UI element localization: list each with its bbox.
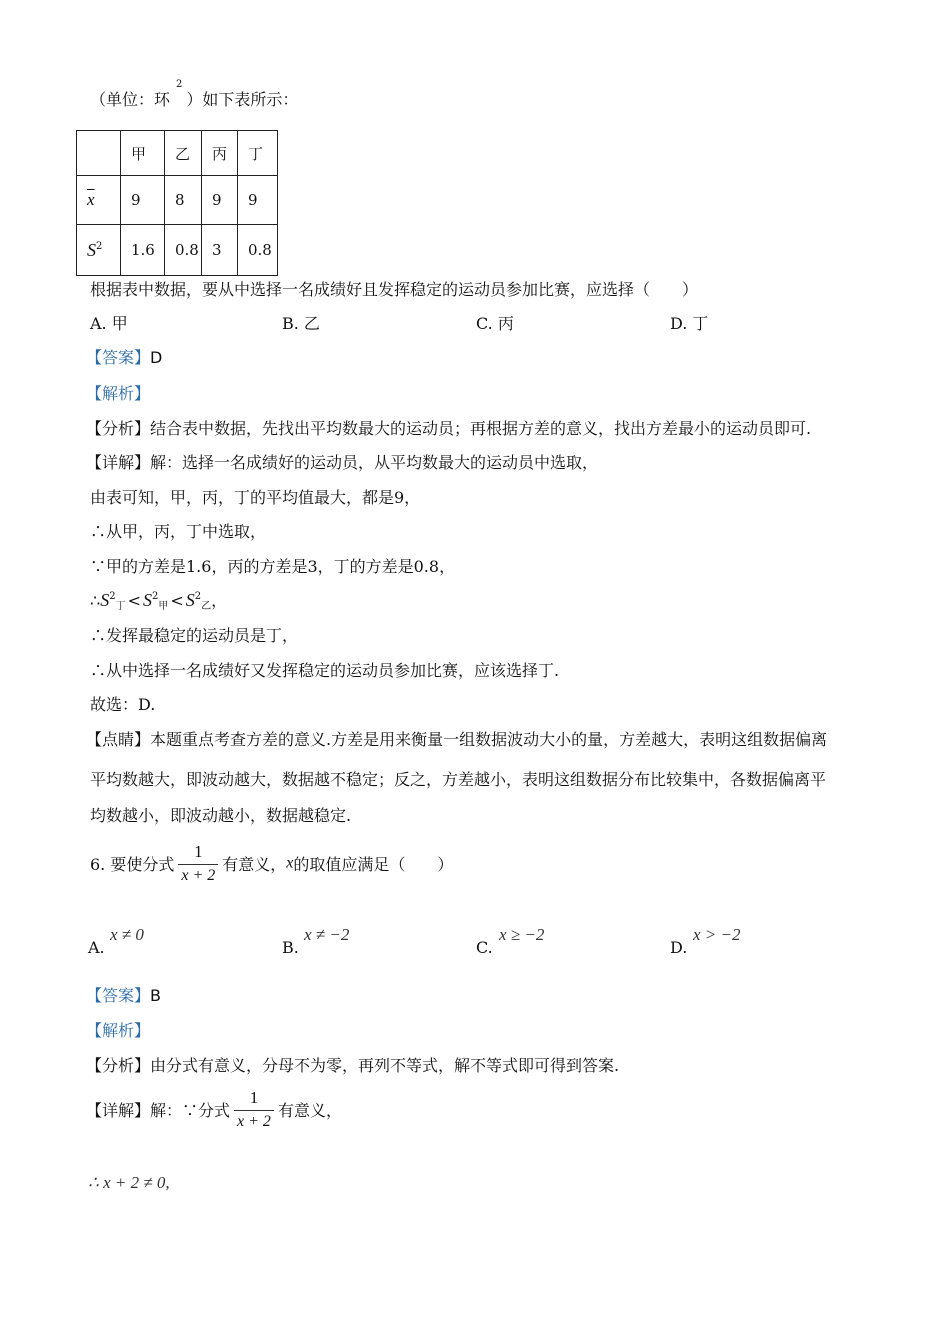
q5-option-c: C. 丙 bbox=[476, 314, 514, 333]
frac-denominator: x + 2 bbox=[178, 864, 218, 885]
row-label-variance bbox=[77, 225, 121, 276]
detail-line: 解：选择一名成绩好的运动员，从平均数最大的运动员中选取， bbox=[150, 453, 599, 472]
comment-line: 均数越小，即波动越小，数据越稳定. bbox=[90, 806, 352, 825]
s-symbol: S bbox=[100, 590, 110, 610]
detail-tag: 【详解】 bbox=[86, 453, 151, 472]
frac-numerator: 1 bbox=[249, 1088, 259, 1107]
sup: 2 bbox=[151, 591, 159, 602]
fenxi-text: 由分式有意义，分母不为零，再列不等式，解不等式即可得到答案. bbox=[150, 1056, 620, 1075]
answer-value: B bbox=[150, 986, 161, 1005]
detail-line: ∵甲的方差是1.6，丙的方差是3，丁的方差是0.8， bbox=[90, 557, 456, 576]
q6-option-a-letter: A. bbox=[88, 938, 105, 957]
table-header-row bbox=[77, 131, 278, 176]
table-cell: 9 bbox=[202, 176, 238, 225]
q6-detail bbox=[86, 1088, 342, 1131]
lt-sign: < bbox=[127, 591, 141, 610]
table-header: 乙 bbox=[165, 131, 202, 176]
q6-fraction bbox=[178, 842, 218, 885]
q5-detail bbox=[86, 455, 598, 471]
q6-option-a-expr: x ≠ 0 bbox=[110, 925, 144, 944]
comment-line: 平均数越大，即波动越大，数据越不稳定；反之，方差越小，表明这组数据分布比较集中，各数据偏离平 bbox=[90, 770, 827, 789]
lt-sign: < bbox=[170, 591, 184, 610]
q5-analysis-tag: 【解析】 bbox=[86, 384, 151, 403]
detail-line: ∴从甲，丙，丁中选取， bbox=[90, 522, 267, 541]
table-cell: 1.6 bbox=[121, 225, 165, 276]
q6-analysis-tag: 【解析】 bbox=[86, 1021, 151, 1040]
answer-value: D bbox=[150, 348, 163, 367]
table-cell: 8 bbox=[165, 176, 202, 225]
q5-answer bbox=[86, 350, 162, 366]
table-cell: 0.8 bbox=[238, 225, 278, 276]
detail-tag: 【详解】 bbox=[86, 1101, 151, 1120]
table-corner bbox=[77, 131, 121, 176]
table-cell: 3 bbox=[202, 225, 238, 276]
q6-answer bbox=[86, 988, 161, 1004]
variance-symbol: S bbox=[87, 239, 96, 260]
comment-tag: 【点睛】 bbox=[86, 730, 151, 749]
q5-option-b: B. 乙 bbox=[282, 314, 320, 333]
fenxi-text: 结合表中数据，先找出平均数最大的运动员；再根据方差的意义，找出方差最小的运动员即可. bbox=[150, 419, 812, 438]
q6-var: x bbox=[286, 854, 294, 872]
fenxi-tag: 【分析】 bbox=[86, 1056, 151, 1075]
q5-prompt: 根据表中数据，要从中选择一名成绩好且发挥稳定的运动员参加比赛，应选择（ ） bbox=[90, 280, 699, 299]
q6-suffix: 的取值应满足（ ） bbox=[293, 855, 454, 874]
sub: 甲 bbox=[158, 601, 169, 612]
table-row-variance bbox=[77, 225, 278, 276]
variance-sup: 2 bbox=[96, 240, 103, 252]
answer-tag: 【答案】 bbox=[86, 986, 151, 1005]
q5-option-d: D. 丁 bbox=[670, 314, 709, 333]
detail-text: 解：∵分式 bbox=[150, 1101, 231, 1120]
q6-option-c-expr: x ≥ −2 bbox=[499, 925, 545, 944]
table-header: 丁 bbox=[238, 131, 278, 176]
frac-numerator: 1 bbox=[194, 842, 203, 861]
detail-line: ∴发挥最稳定的运动员是丁， bbox=[90, 626, 299, 645]
unit-prefix: （单位： bbox=[90, 90, 155, 109]
detail-line: 故选：D. bbox=[90, 695, 156, 714]
q6-fenxi bbox=[86, 1058, 619, 1074]
unit-text: 环 bbox=[154, 90, 171, 109]
q6-prompt bbox=[90, 842, 453, 885]
table-cell: 9 bbox=[238, 176, 278, 225]
table-cell: 0.8 bbox=[165, 225, 202, 276]
s-symbol: S bbox=[185, 590, 195, 610]
q5-option-a: A. 甲 bbox=[90, 314, 128, 333]
frac-denominator: x + 2 bbox=[234, 1110, 274, 1131]
mean-symbol: $\overline{x}$ bbox=[87, 190, 95, 209]
q5-comment bbox=[86, 732, 827, 748]
sup: 2 bbox=[194, 591, 202, 602]
comment-line: 本题重点考查方差的意义.方差是用来衡量一组数据波动大小的量，方差越大，表明这组数据偏离 bbox=[150, 730, 828, 749]
q6-detail-fraction bbox=[234, 1088, 274, 1131]
q6-suffix: 有意义， bbox=[222, 855, 287, 874]
variance-compare bbox=[90, 591, 227, 612]
table-cell: 9 bbox=[121, 176, 165, 225]
sup: 2 bbox=[109, 591, 116, 602]
table-header: 甲 bbox=[121, 131, 165, 176]
s-symbol: S bbox=[142, 590, 152, 610]
q6-option-b-expr: x ≠ −2 bbox=[304, 925, 350, 944]
table-row-mean bbox=[77, 176, 278, 225]
comma: ， bbox=[211, 591, 228, 610]
sub: 乙 bbox=[201, 601, 212, 612]
therefore-sign: ∴ bbox=[90, 591, 101, 610]
unit-sup: 2 bbox=[176, 79, 183, 90]
q6-option-b-letter: B. bbox=[282, 938, 299, 957]
row-label-mean bbox=[77, 176, 121, 225]
table-header: 丙 bbox=[202, 131, 238, 176]
q6-last-line: ∴ x + 2 ≠ 0, bbox=[88, 1173, 170, 1192]
stats-table bbox=[76, 130, 278, 276]
unit-line bbox=[90, 79, 299, 109]
unit-suffix: ）如下表所示： bbox=[186, 90, 299, 109]
detail-line: 由表可知，甲，丙，丁的平均值最大，都是9， bbox=[90, 488, 421, 507]
q5-fenxi bbox=[86, 421, 811, 437]
q6-option-d-letter: D. bbox=[670, 938, 688, 957]
q6-option-d-expr: x > −2 bbox=[693, 925, 741, 944]
detail-text: 有意义， bbox=[277, 1101, 342, 1120]
fenxi-tag: 【分析】 bbox=[86, 419, 151, 438]
sub: 丁 bbox=[115, 601, 126, 612]
q6-option-c-letter: C. bbox=[476, 938, 493, 957]
q6-prefix: 6. 要使分式 bbox=[90, 855, 175, 874]
answer-tag: 【答案】 bbox=[86, 348, 151, 367]
detail-line: ∴从中选择一名成绩好又发挥稳定的运动员参加比赛，应该选择丁. bbox=[90, 661, 560, 680]
